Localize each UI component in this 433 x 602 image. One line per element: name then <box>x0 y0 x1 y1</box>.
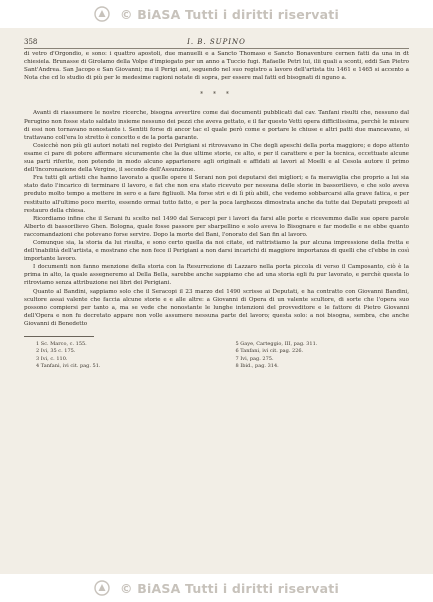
section-separator: * * * <box>200 91 233 99</box>
paragraph: I documenti non fanno menzione della storia con la Resurrezione di Lazzaro nella porta piccola di verso il Camposanto, ciò è la prima in alto, la quale assegneremo al Della Bella, sarebbe anche sappiamo che ad una storia egli fu pur lavorato, e perchè questa lo ritroviamo senza attribuzione nei libri dei Perigiani. <box>24 264 409 287</box>
watermark-text-bottom: © BiASA Tutti i diritti riservati <box>120 580 339 596</box>
watermark-bottom <box>0 574 433 602</box>
footnotes <box>24 341 409 371</box>
footnote: 2 Ivi, 35 c. 175. <box>36 348 76 355</box>
paragraph: Quanto al Bandini, sappiamo solo che il Seracopi il 23 marzo del 1490 scrisse ai Deputati, e ha contratto con Giovanni Bandini, scultore assai valente che faccia alcune storie e e alle altre: a Giovanni di Opera di un valente scultore, di sorte che l'opera suo possono compiersi per tanto a, ma se vede che nonostante le lunghe intenzioni del provveditore e le fattore di Pietro Giovanni dell'Opera e non fu decretato appare non volle assumere nessuna parte del lavoro; questa solo: a noi bisogna, sembra, che anche Giovanni di Benedetto <box>24 288 409 327</box>
footnote: 1 Sc. Marco, c. 155. <box>36 341 87 347</box>
library-logo-icon <box>94 6 110 22</box>
library-logo-icon <box>94 580 110 596</box>
running-header <box>24 38 409 49</box>
page-number: 358 <box>24 38 38 46</box>
paragraph: Ricordiamo infine che il Serani fu scelto nel 1490 dal Seracopi per i lavori da farsi alle porte e ricevemmo dalle sue opere parole Alberto di bassorilievo Ghen. Bologna, quale fosse passore per sbarpellino e solo aveva lo Bisognare e far modelle e ne ebbe quanto raccomandazioni che potevano forse servire. Dopo la morte del Bani, l'onorato del San fin al lavoro. <box>24 215 409 238</box>
footnote: 6 Tanfani, ivi cit. pag. 226. <box>235 348 304 355</box>
footnote: 5 Gaye, Carteggio, III, pag. 311. <box>235 341 318 347</box>
paragraph: Cosicchè non più gli autori notati nel registo dei Perigiani si ritrovavano in Che degli apeschi della porta maggiore; e dopo attento esame ci pare di potere affermare sicuramente che la due ultime storie, ce alto, e per il carattere e per la tecnica, eccettuate alcune sua parti riferite, non potendo in modo alcuno appartenere agli originali e affidati ai lavori al Moelli e al Cesola autore il primo dell'Incoronazione della Vergine, il secondo dell'Assunzione. <box>24 142 409 174</box>
running-head: I. B. SUPINO <box>187 38 246 46</box>
footnote: 3 Ivi, c. 110. <box>36 355 68 362</box>
footnote: 4 Tanfani, ivi cit. pag. 51. <box>36 363 101 370</box>
paragraph: Avanti di riassumere le nostre ricerche, bisogna avvertire come dai documenti pubblicati dal cav. Tanfani risulti che, nessuno dal Perugino non fosse stato saldato insieme nessuno dei pezzi che aveva gettato, e il far questo Vetti opera difficilissima, perchè le misure di essi non tornavano nonostante i. Sentiti forse di ancor tac el quale però come e portare le chiuse e altri patti due mancavano, si trattavano coll'era lo stretto è concetto e de la porta garante. <box>24 110 409 141</box>
main-text <box>24 50 409 371</box>
paragraph: Comunque sia, la storia da lui risulta, e sono certo quella da noi citate, ed rattristiamo la pur alcuna impressione della fretta e dell'inabilità dell'artista, e mostrano che non fece il Perigiani a non darsi incarichi di maggiore importanza di quelli che cl'ebbe in così importante lavoro. <box>24 239 409 263</box>
paragraph: Fra tutti gli artisti che hanno lavorato a quelle opere il Serani non poi deputarsi dei migliori; e fa meraviglia che proprio a lui sia stato dato l'incarico di terminare il lavoro, e fat che non era stato ricevuto per nessuna delle storie in bassorilievo, e che solo aveva preduto molto tempo a mettere in sero e a fare figliuoli. Ma forse stri e di lì più abili, che vedemo sobbarcarsi alla grave fatica, e per restituito all'ultimo poco merito, essendo ormai tutto fatto, e per la poca larghezza dimostrata anche da tutte dai Deputati preposti al restauro della chiesa. <box>24 175 409 214</box>
paragraph: di vetro d'Orgondio, e sono: i quattro apostoli, due manuelli e a Sancto Thomaso e Sancto Bonaventure cernen fatti da una in dt chiesiela. Brunasse di Girolamo della Volpe d'impiegato per un anno a Tuccio fugi. Rafaelle Petri lui, ilii quali a sconti, eddi San Pietro Sant'Andrea. San Jacopo e San Giovanni; ma il Perigi ani, seguendo nel suo registro a lavoro dell'artista tiu 1461 e 1465 si accento a Nota che cd lo studio di più per le medesime ragioni notate di sopra, per essere mal fatti ed bisognati di nguno a. <box>24 51 409 82</box>
watermark-top <box>0 0 433 28</box>
footnote: 8 Ibid., pag. 314. <box>235 363 279 370</box>
footnote-rule <box>24 336 94 337</box>
watermark-text-top: © BiASA Tutti i diritti riservati <box>120 6 339 22</box>
footnote: 7 Ivi, pag. 275. <box>235 355 274 362</box>
